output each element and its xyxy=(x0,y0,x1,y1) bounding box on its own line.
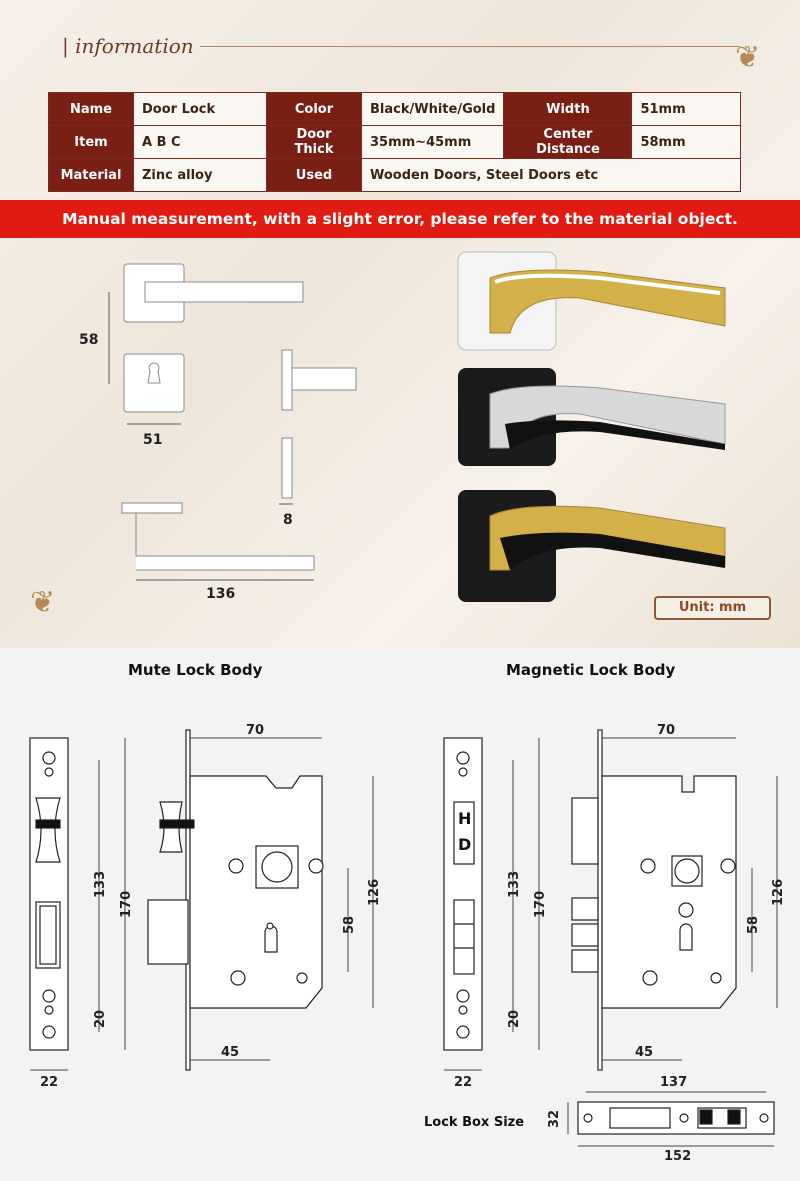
svg-text:32: 32 xyxy=(547,1109,562,1128)
faceplate xyxy=(444,738,482,1050)
ornament-icon: ❦ xyxy=(735,41,761,74)
svg-text:22: 22 xyxy=(40,1075,59,1090)
svg-text:D: D xyxy=(458,835,472,854)
spec-table xyxy=(48,92,741,192)
magnetic-title: Magnetic Lock Body xyxy=(506,661,676,679)
table-row: Item A B C Door Thick 35mm~45mm Center Distance 58mm xyxy=(49,126,741,159)
svg-text:70: 70 xyxy=(246,723,265,738)
svg-text:22: 22 xyxy=(454,1075,473,1090)
mute-title: Mute Lock Body xyxy=(128,661,263,679)
dim-51: 51 xyxy=(143,432,163,448)
svg-text:45: 45 xyxy=(221,1045,240,1060)
svg-text:126: 126 xyxy=(771,878,786,906)
faceplate xyxy=(30,738,68,1050)
lockbox-label: Lock Box Size xyxy=(424,1115,525,1130)
rose-bottom xyxy=(122,503,182,513)
dim-8: 8 xyxy=(283,512,293,528)
handle-diagram xyxy=(0,238,800,648)
svg-text:170: 170 xyxy=(533,890,548,918)
svg-text:133: 133 xyxy=(507,870,522,898)
product-white-gold xyxy=(458,252,725,350)
keyhole-icon xyxy=(148,363,160,383)
dim-136: 136 xyxy=(206,586,236,602)
svg-text:170: 170 xyxy=(119,890,134,918)
dim-58: 58 xyxy=(79,332,99,348)
svg-text:58: 58 xyxy=(342,915,357,934)
table-row: Name Door Lock Color Black/White/Gold Width 51mm xyxy=(49,93,741,126)
product-black-silver xyxy=(458,368,725,466)
table-row: Material Zinc alloy Used Wooden Doors, Steel Doors etc xyxy=(49,159,741,192)
rose-side xyxy=(282,350,292,410)
lock-body-section xyxy=(0,648,800,1181)
keyhole-side xyxy=(282,438,292,498)
magnetic-lock-diagram xyxy=(402,688,800,1181)
svg-text:126: 126 xyxy=(367,878,382,906)
svg-text:58: 58 xyxy=(746,915,761,934)
svg-text:137: 137 xyxy=(660,1075,688,1090)
unit-badge: Unit: mm xyxy=(654,596,771,620)
notice-banner: Manual measurement, with a slight error, please refer to the material object. xyxy=(0,200,800,238)
svg-text:45: 45 xyxy=(635,1045,654,1060)
divider xyxy=(200,46,740,47)
svg-text:133: 133 xyxy=(93,870,108,898)
info-heading: | information xyxy=(62,34,194,58)
handle-lever-top xyxy=(145,282,303,302)
svg-text:152: 152 xyxy=(664,1149,692,1164)
ornament-icon: ❦ xyxy=(30,586,56,619)
lever-side xyxy=(292,368,356,390)
svg-text:20: 20 xyxy=(93,1009,108,1028)
lockbox-drawing xyxy=(578,1102,774,1134)
svg-text:20: 20 xyxy=(507,1009,522,1028)
mute-lock-diagram xyxy=(0,688,398,1181)
svg-text:70: 70 xyxy=(657,723,676,738)
product-black-gold xyxy=(458,490,725,602)
hd-label: H xyxy=(458,809,472,828)
